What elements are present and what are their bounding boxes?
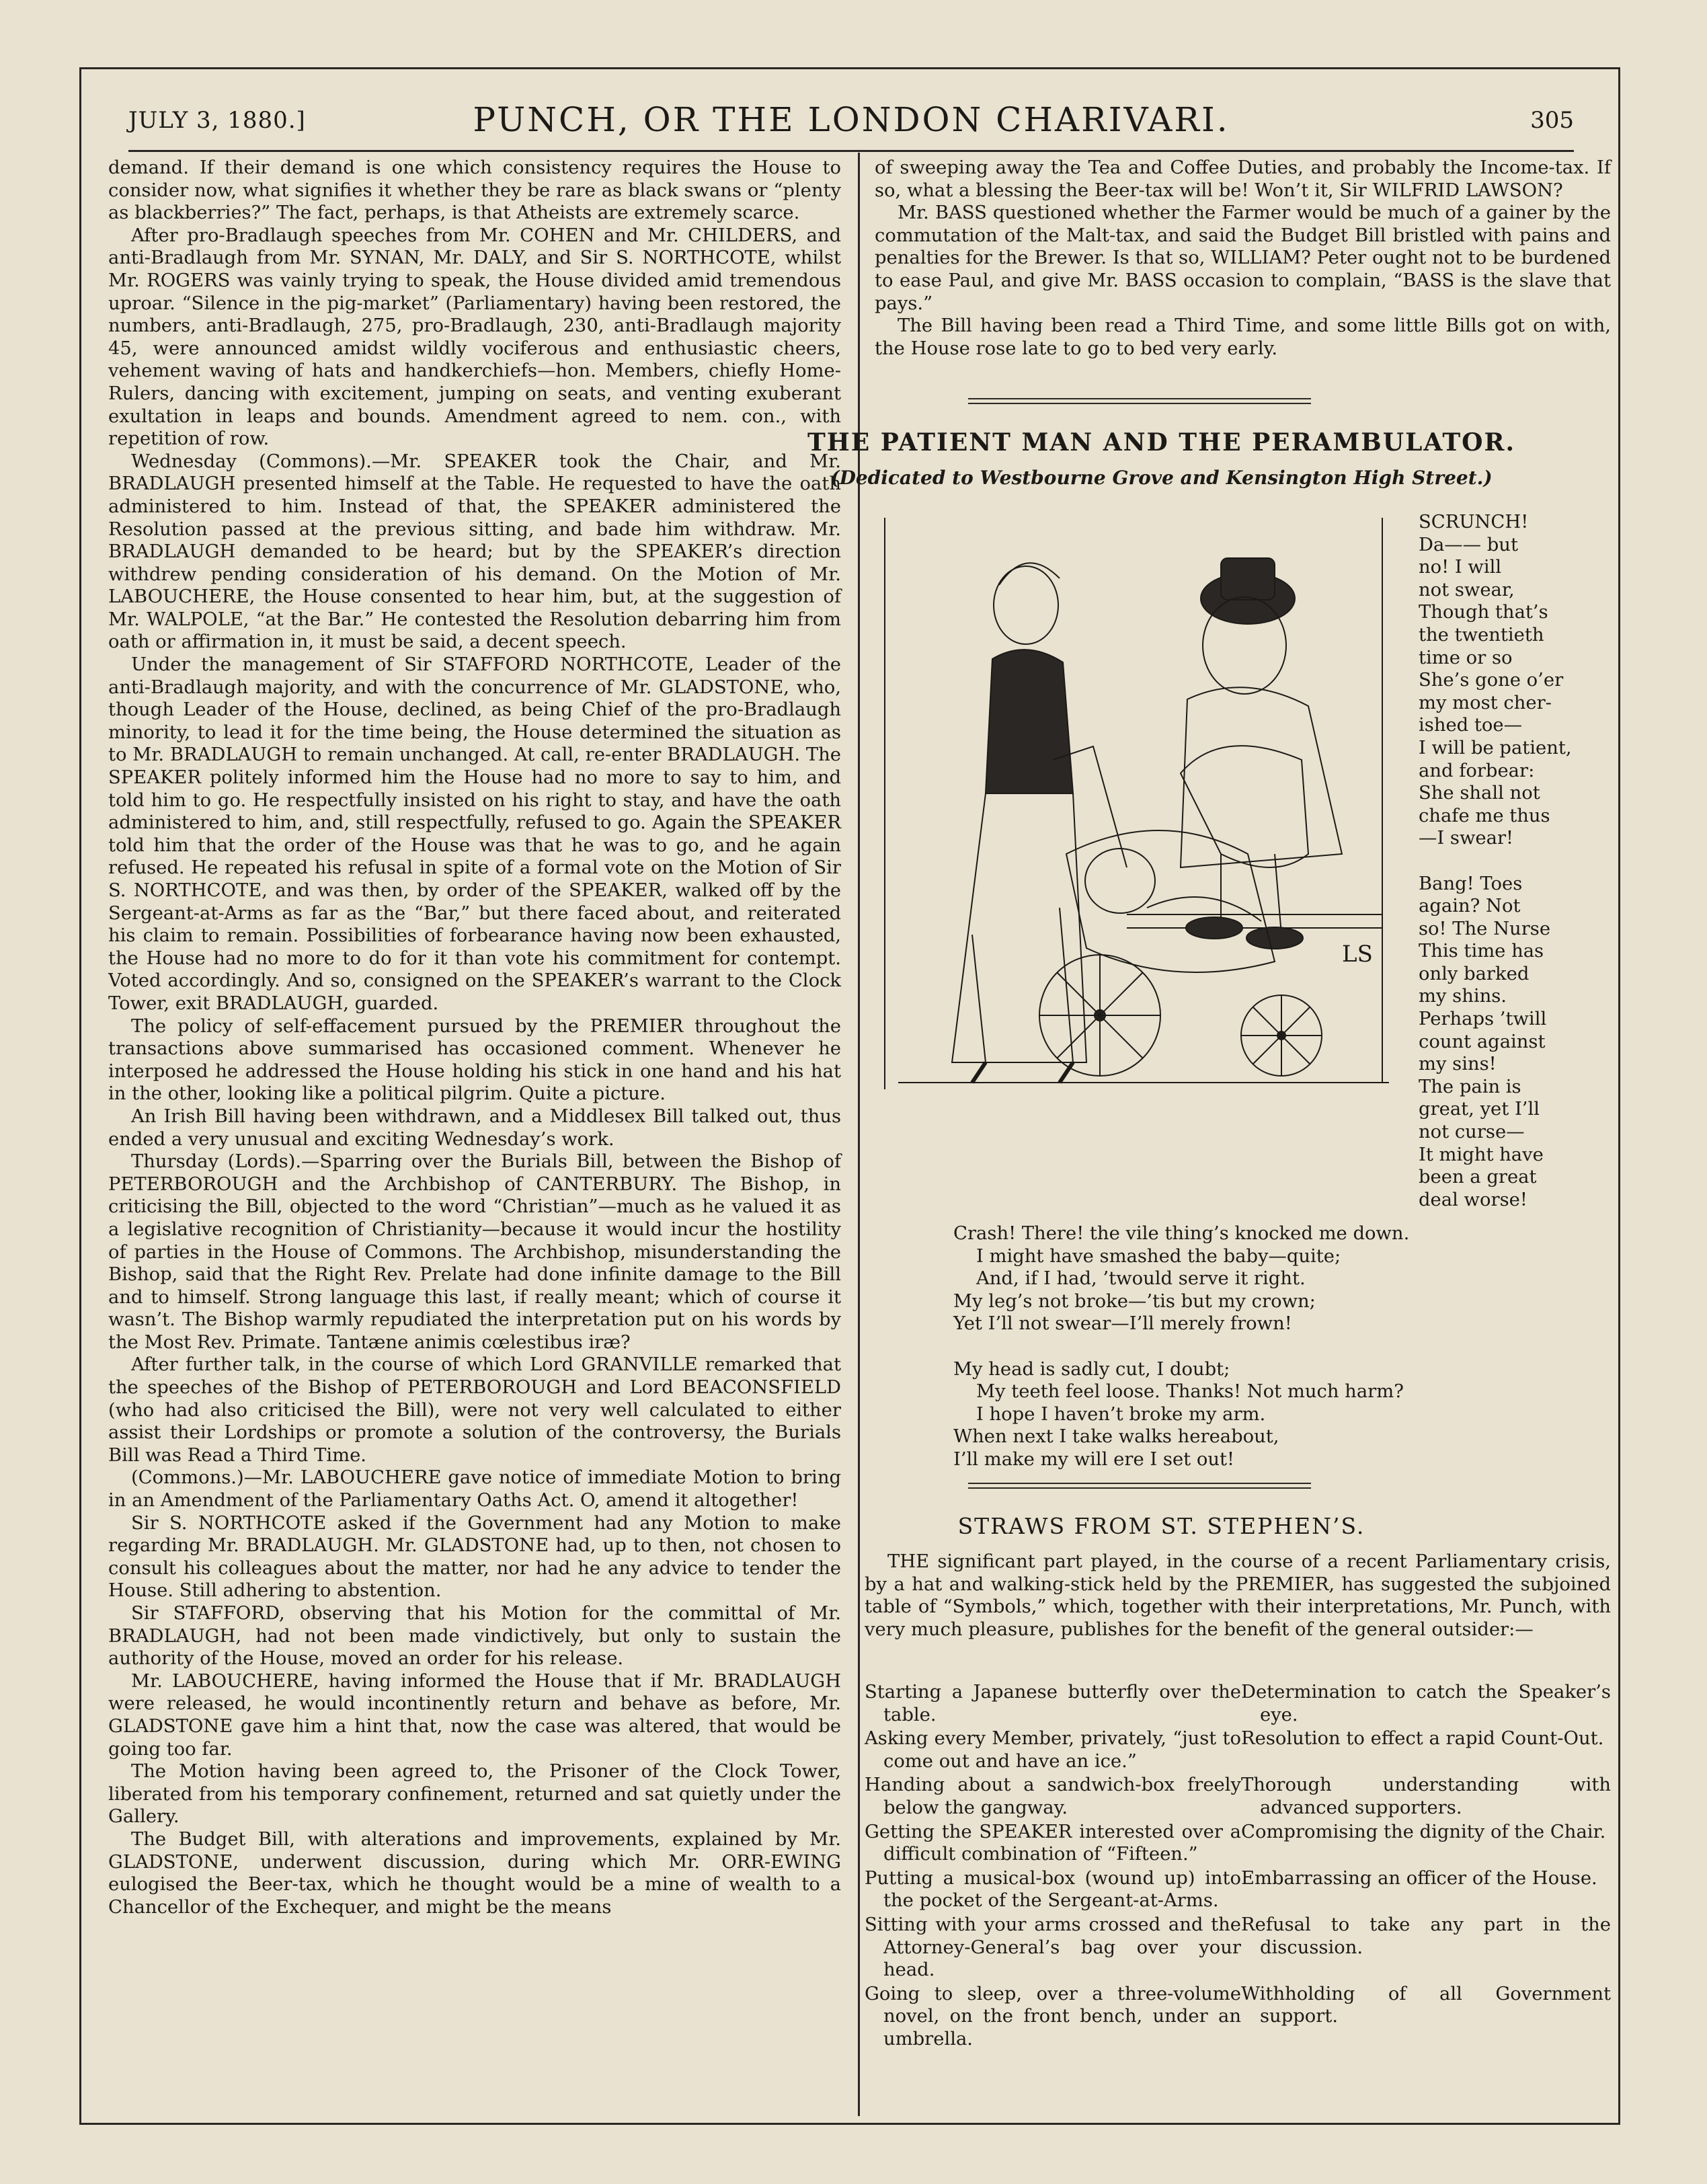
paragraph: Thursday (Lords).—Sparring over the Burials Bill, between the Bishop of PETERBOROUGH and the Archbishop of CANTERBURY. The Bishop, in criticising the Bill, objected to the word “Christian”—much as he valued it as a legislative recognition of Christianity—because it would incur the hostility of parties in the House of Commons. The Archbishop, misunderstanding the Bishop, said that the Right Rev. Prelate had done infinite damage to the Bill and to himself. Strong language this last, if really meant; which of course it wasn’t. The Bishop warmly repudiated the interpretation put on his words by the Most Rev. Primate. Tantæne animis cœlestibus iræ? [108,1151,841,1353]
verse-line: She’s gone o’er [1419,670,1564,691]
verse-line: When next I take walks hereabout, [953,1426,1279,1448]
verse-line: SCRUNCH! [1419,512,1529,533]
meaning-cell: Refusal to take any part in the discussion. [1241,1914,1611,1958]
meaning-cell: Determination to catch the Speaker’s eye. [1241,1682,1611,1725]
verse-line: not swear, [1419,579,1515,600]
paragraph: An Irish Bill having been withdrawn, and a Middlesex Bill talked out, thus ended a very unusual and exciting Wednesday’s work. [108,1105,841,1150]
paragraph: The Motion having been agreed to, the Prisoner of the Clock Tower, liberated from his temporary confinement, returned and sat quietly under the Gallery. [108,1761,841,1828]
verse-line: not curse— [1419,1122,1525,1143]
poem-stanzas [953,1222,1545,1471]
paragraph: THE significant part played, in the course of a recent Parliamentary crisis, by a hat and walking-stick held by the PREMIER, has suggested the subjoined table of “Symbols,” which, together with their interpretations, Mr. Punch, with very much pleasure, publishes for the benefit of the general outsider:— [865,1551,1611,1640]
verse-line: no! I will [1419,557,1502,578]
verse-line: Perhaps ’twill [1419,1009,1547,1030]
straws-title: STRAWS FROM ST. STEPHEN’S. [957,1513,1365,1539]
page-number: 305 [1530,107,1574,134]
verse-line: my sins! [1419,1054,1497,1075]
meaning-cell: Embarrassing an officer of the House. [1241,1867,1597,1889]
poem-title: THE PATIENT MAN AND THE PERAMBULATOR. [807,428,1515,457]
perambulator-illustration [871,504,1402,1123]
verse-line: time or so [1419,647,1513,668]
symbol-cell: Going to sleep, over a three-volume novel, on the front bench, under an umbrella. [865,1983,1241,2050]
paragraph: The Budget Bill, with alterations and improvements, explained by Mr. GLADSTONE, underwent discussion, during which Mr. ORR-EWING eulogised the Beer-tax, which he thought would be a mine of wealth to a Chancellor of the Exchequer, and might be the means [108,1828,841,1918]
verse-line: My teeth feel loose. Thanks! Not much harm? [976,1381,1404,1403]
verse-line: Da—— but [1419,534,1518,555]
page-header [128,93,1574,149]
paragraph: of sweeping away the Tea and Coffee Duties, and probably the Income-tax. If so, what a blessing the Beer-tax will be! Won’t it, Sir WILFRID LAWSON? [875,157,1611,201]
table-row [865,1821,1611,1866]
issue-date: JULY 3, 1880.] [128,107,306,134]
verse-line: The pain is [1419,1076,1521,1097]
section-rule [968,398,1311,404]
verse-line: my most cher- [1419,692,1552,713]
meaning-cell: Thorough understanding with advanced supporters. [1241,1774,1611,1818]
verse-line: My head is sadly cut, I doubt; [953,1358,1230,1380]
verse-line: It might have [1419,1144,1544,1165]
paragraph: The policy of self-effacement pursued by the PREMIER throughout the transactions above summarised has occasioned comment. Whenever he interposed he addressed the House holding his stick in one hand and his hat in the other, looking like a political pilgrim. Quite a picture. [108,1015,841,1105]
verse-line: And, if I had, ’twould serve it right. [976,1268,1306,1290]
verse-line: Crash! There! the vile thing’s knocked me down. [953,1223,1410,1244]
verse-line: so! The Nurse [1419,918,1551,939]
verse-line: I might have smashed the baby—quite; [976,1245,1341,1267]
verse-line [953,1335,1545,1358]
paragraph: The Bill having been read a Third Time, and some little Bills got on with, the House rose late to go to bed very early. [875,315,1611,359]
verse-line: deal worse! [1419,1189,1527,1210]
symbol-cell: Putting a musical-box (wound up) into the pocket of the Sergeant-at-Arms. [865,1867,1241,1912]
verse-line: again? Not [1419,896,1521,917]
verse-line: My leg’s not broke—’tis but my crown; [953,1290,1316,1312]
poem-side-verse [1419,511,1600,1211]
paragraph: (Commons.)—Mr. LABOUCHERE gave notice of immediate Motion to bring in an Amendment of the Parliamentary Oaths Act. O, amend it altogether! [108,1467,841,1512]
straws-intro [865,1551,1611,1641]
verse-line: I hope I haven’t broke my arm. [976,1403,1266,1425]
verse-line: and forbear: [1419,760,1535,781]
table-row [865,1983,1611,2051]
symbol-cell: Asking every Member, privately, “just to come out and have an ice.” [865,1728,1241,1772]
meaning-cell: Compromising the dignity of the Chair. [1241,1821,1606,1842]
meaning-cell: Withholding of all Government support. [1241,1983,1611,2027]
paragraph: Mr. LABOUCHERE, having informed the House that if Mr. BRADLAUGH were released, he would incontinently return and behave as before, Mr. GLADSTONE gave him a hint that, now the case was altered, that would be going too far. [108,1670,841,1760]
header-rule [128,150,1574,152]
section-rule [968,1483,1311,1489]
table-row [865,1727,1611,1772]
verse-line [1419,850,1600,873]
verse-line: Bang! Toes [1419,873,1523,894]
masthead-title: PUNCH, OR THE LONDON CHARIVARI. [473,100,1230,139]
paragraph: Sir STAFFORD, observing that his Motion for the committal of Mr. BRADLAUGH, had not been made vindictively, but only to sustain the authority of the House, moved an order for his release. [108,1603,841,1670]
verse-line: ished toe— [1419,715,1523,736]
paragraph: Mr. BASS questioned whether the Farmer would be much of a gainer by the commutation of the Malt-tax, and said the Budget Bill bristled with pains and penalties for the Brewer. Is that so, WILLIAM? Peter ought not to be burdened to ease Paul, and give Mr. BASS occasion to complain, “BASS is the slave that pays.” [875,202,1611,314]
verse-line: the twentieth [1419,624,1544,646]
paragraph: Sir S. NORTHCOTE asked if the Government had any Motion to make regarding Mr. BRADLAUGH. Mr. GLADSTONE had, up to then, not chosen to consult his colleagues about the matter, nor had he any advice to tender the House. Still adhering to abstention. [108,1512,841,1602]
verse-line: Yet I’ll not swear—I’ll merely frown! [953,1313,1292,1335]
symbol-cell: Starting a Japanese butterfly over the table. [865,1682,1241,1725]
paragraph: demand. If their demand is one which consistency requires the House to consider now, what signifies it whether they be rare as black swans or “plenty as blackberries?” The fact, perhaps, is that Atheists are extremely scarce. [108,157,841,224]
table-row [865,1867,1611,1912]
poem-subtitle: (Dedicated to Westbourne Grove and Kensington High Street.) [830,467,1493,489]
verse-line: —I swear! [1419,828,1514,849]
verse-line: great, yet I’ll [1419,1099,1540,1120]
paragraph: Under the management of Sir STAFFORD NORTHCOTE, Leader of the anti-Bradlaugh majority, and with the concurrence of Mr. GLADSTONE, who, though Leader of the House, declined, as being Chief of the pro-Bradlaugh minority, to lead it for the time being, the House determined the situation as to Mr. BRADLAUGH to remain unchanged. At call, re-enter BRADLAUGH. The SPEAKER politely informed him the House had no more to say to him, and told him to go. He respectfully insisted on his right to stay, and have the oath administered to him, and, still respectfully, refused to go. Again the SPEAKER told him that the order of the House was that he was to go, and he again refused. He repeated his refusal in spite of a formal vote on the Motion of Sir S. NORTHCOTE, and was then, by order of the SPEAKER, walked off by the Sergeant-at-Arms as far as the “Bar,” but there faced about, and reiterated his claim to remain. Possibilities of forbearance having now been exhausted, the House had no more to do for it than vote his commitment for contempt. Voted accordingly. And so, consigned on the SPEAKER’s warrant to the Clock Tower, exit BRADLAUGH, guarded. [108,654,841,1014]
table-row [865,1914,1611,1982]
artist-monogram: LS [1342,941,1373,968]
symbol-cell: Getting the SPEAKER interested over a difficult combination of “Fifteen.” [865,1821,1241,1865]
verse-line: count against [1419,1031,1546,1052]
left-column [108,157,841,1918]
symbols-table [865,1681,1611,2052]
right-column-top [875,157,1611,360]
verse-line: only barked [1419,963,1530,984]
verse-line: I will be patient, [1419,737,1572,758]
verse-line: I’ll make my will ere I set out! [953,1448,1235,1470]
verse-line: This time has [1419,941,1544,962]
verse-line: been a great [1419,1167,1537,1188]
paragraph: After pro-Bradlaugh speeches from Mr. COHEN and Mr. CHILDERS, and anti-Bradlaugh from Mr. SYNAN, Mr. DALY, and Sir S. NORTHCOTE, whilst Mr. ROGERS was vainly trying to speak, the House divided amid tremendous uproar. “Silence in the pig-market” (Parliamentary) having been restored, the numbers, anti-Bradlaugh, 275, pro-Bradlaugh, 230, anti-Bradlaugh majority 45, were announced amidst wildly vociferous and enthusiastic cheers, vehement waving of hats and handkerchiefs—hon. Members, chiefly Home-Rulers, dancing with excitement, jumping on seats, and venting exuberant exultation in leaps and bounds. Amendment agreed to nem. con., with repetition of row. [108,225,841,450]
verse-line: She shall not [1419,783,1540,804]
symbol-cell: Sitting with your arms crossed and the Attorney-General’s bag over your head. [865,1914,1241,1981]
paragraph: Wednesday (Commons).—Mr. SPEAKER took the Chair, and Mr. BRADLAUGH presented himself at the Table. He requested to have the oath administered to him. Instead of that, the SPEAKER administered the Resolution passed at the previous sitting, and bade him withdraw. Mr. BRADLAUGH demanded to be heard; but by the SPEAKER’s direction withdrew pending consideration of his demand. On the Motion of Mr. LABOUCHERE, the House consented to hear him, but, at the suggestion of Mr. WALPOLE, “at the Bar.” He contested the Resolution debarring him from oath or affirmation in, it must be said, a decent speech. [108,451,841,653]
verse-line: chafe me thus [1419,805,1550,826]
symbol-cell: Handing about a sandwich-box freely below the gangway. [865,1774,1241,1818]
meaning-cell: Resolution to effect a rapid Count-Out. [1241,1728,1604,1750]
verse-line: my shins. [1419,986,1507,1007]
table-row [865,1681,1611,1726]
verse-line: Though that’s [1419,602,1548,623]
paragraph: After further talk, in the course of which Lord GRANVILLE remarked that the speeches of the Bishop of PETERBOROUGH and Lord BEACONSFIELD (who had also criticised the Bill), were not very well calculated to either assist their Lordships or promote a solution of the controversy, the Burials Bill was Read a Third Time. [108,1354,841,1466]
table-row [865,1774,1611,1819]
